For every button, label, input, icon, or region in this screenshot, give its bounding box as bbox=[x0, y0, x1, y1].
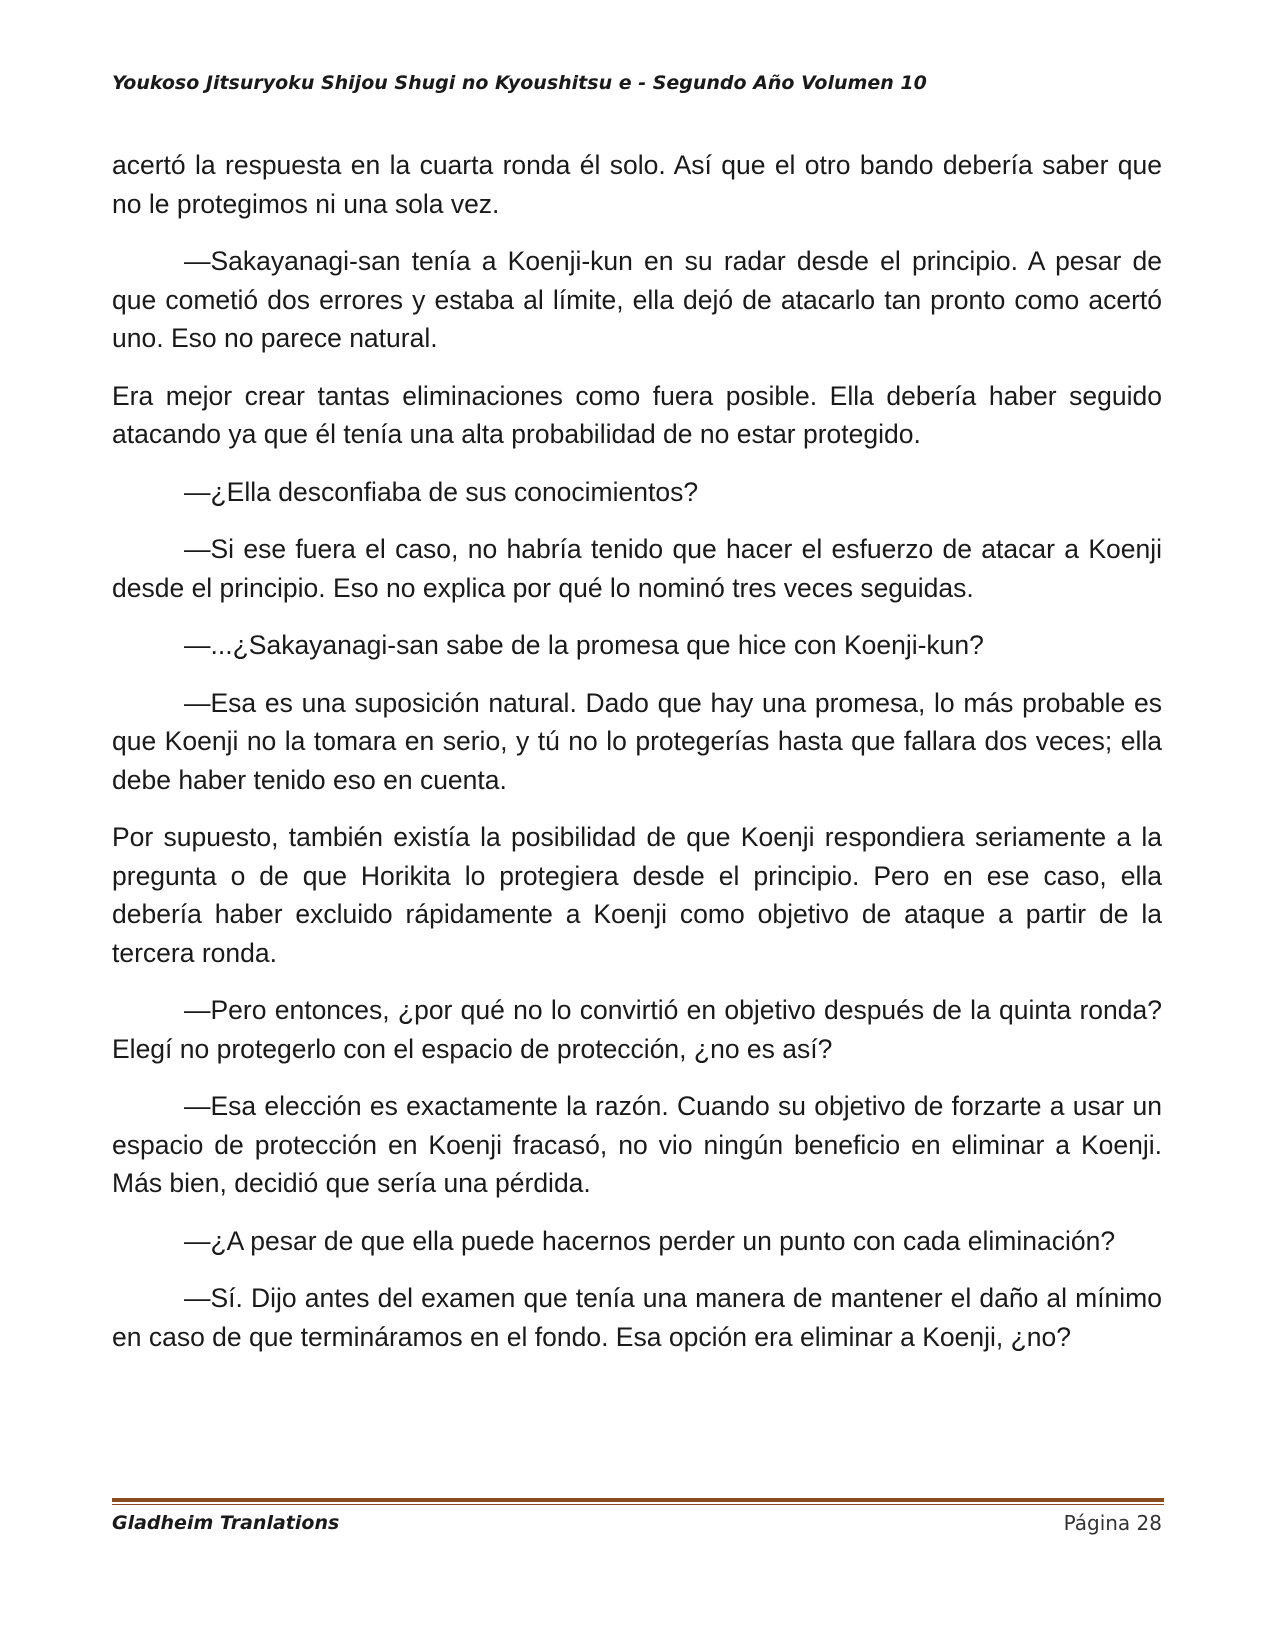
paragraph: —¿Ella desconfiaba de sus conocimientos? bbox=[184, 476, 699, 507]
page-header-title: Youkoso Jitsuryoku Shijou Shugi no Kyoushitsu e - Segundo Año Volumen 10 bbox=[112, 72, 927, 94]
paragraph: —Sakayanagi-san tenía a Koenji-kun en su radar desde el principio. A pesar de que cometió dos errores y estaba al límite, ella dejó de atacarlo tan pronto como acertó uno. Eso no parece natural. bbox=[112, 246, 1162, 353]
body-text bbox=[112, 146, 1162, 1375]
paragraph: —¿A pesar de que ella puede hacernos perder un punto con cada eliminación? bbox=[184, 1225, 1116, 1256]
paragraph: Por supuesto, también existía la posibilidad de que Koenji respondiera seriamente a la pregunta o de que Horikita lo protegiera desde el principio. Pero en ese caso, ella debería haber excluido rápidamente a Koenji como objetivo de ataque a partir de la tercera ronda. bbox=[112, 822, 1162, 968]
paragraph: —Esa elección es exactamente la razón. Cuando su objetivo de forzarte a usar un espacio de protección en Koenji fracasó, no vio ningún beneficio en eliminar a Koenji. Más bien, decidió que sería una pérdida. bbox=[112, 1091, 1162, 1198]
paragraph: —Si ese fuera el caso, no habría tenido que hacer el esfuerzo de atacar a Koenji desde el principio. Eso no explica por qué lo nominó tres veces seguidas. bbox=[112, 534, 1162, 603]
page-number: Página 28 bbox=[1063, 1511, 1162, 1535]
footer-divider bbox=[112, 1498, 1164, 1502]
paragraph: —Esa es una suposición natural. Dado que hay una promesa, lo más probable es que Koenji no la tomara en serio, y tú no lo protegerías hasta que fallara dos veces; ella debe haber tenido eso en cuenta. bbox=[112, 687, 1162, 795]
paragraph: —Pero entonces, ¿por qué no lo convirtió en objetivo después de la quinta ronda? Elegí no protegerlo con el espacio de protección, ¿no es así? bbox=[112, 995, 1162, 1064]
paragraph: acertó la respuesta en la cuarta ronda él solo. Así que el otro bando debería saber que no le protegimos ni una sola vez. bbox=[112, 150, 1162, 219]
paragraph: —...¿Sakayanagi-san sabe de la promesa que hice con Koenji-kun? bbox=[184, 630, 984, 660]
paragraph: Era mejor crear tantas eliminaciones como fuera posible. Ella debería haber seguido atacando ya que él tenía una alta probabilidad de no estar protegido. bbox=[112, 380, 1162, 449]
footer-divider-thin bbox=[112, 1504, 1164, 1505]
footer-publisher: Gladheim Tranlations bbox=[112, 1512, 340, 1534]
paragraph: —Sí. Dijo antes del examen que tenía una manera de mantener el daño al mínimo en caso de que termináramos en el fondo. Esa opción era eliminar a Koenji, ¿no? bbox=[112, 1283, 1162, 1352]
